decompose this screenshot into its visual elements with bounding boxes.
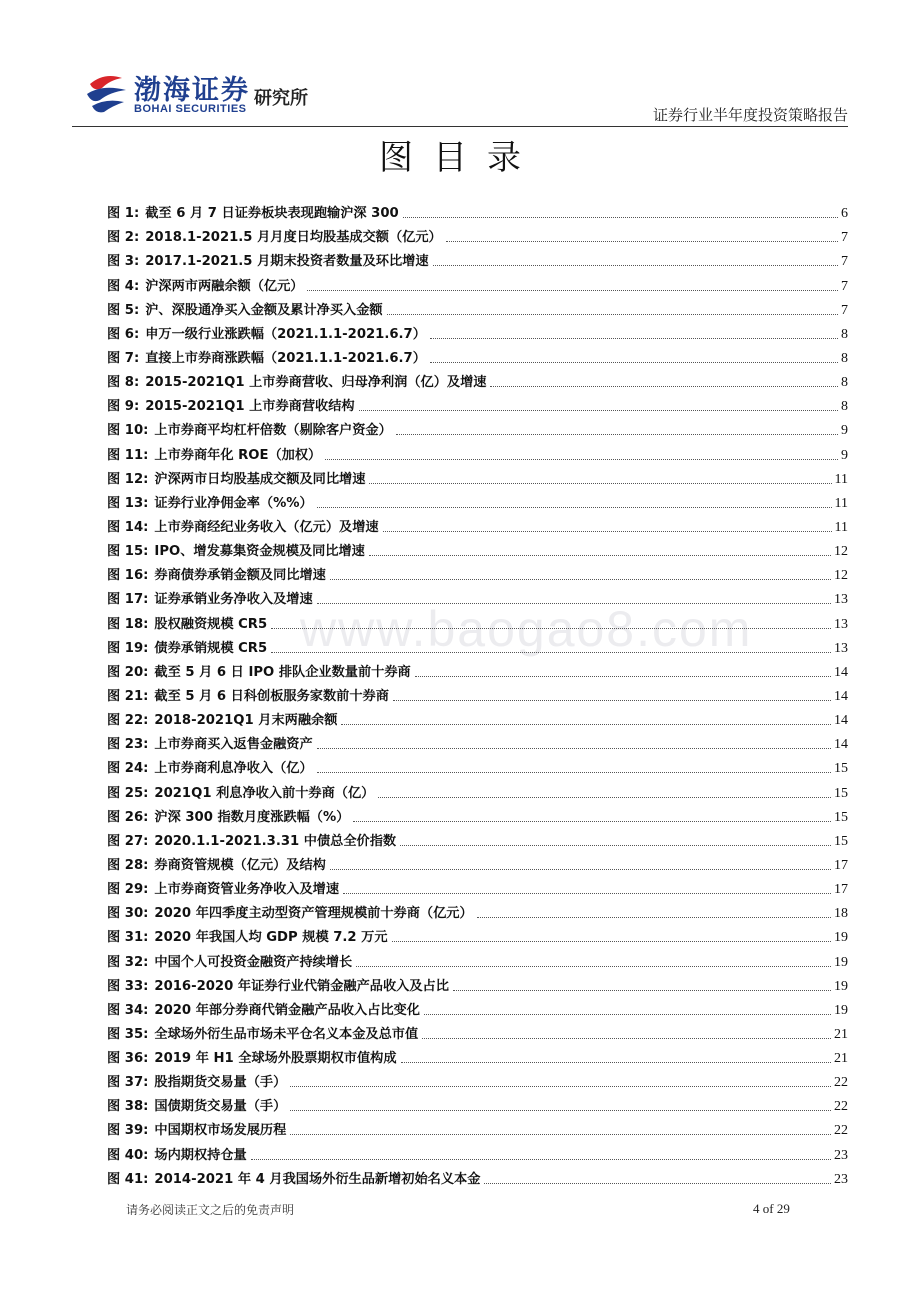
toc-leader-dots	[343, 893, 831, 894]
toc-leader-dots	[387, 314, 838, 315]
toc-leader-dots	[383, 531, 832, 532]
toc-figure-title: 沪、深股通净买入金额及累计净买入金额	[145, 302, 383, 318]
toc-entry[interactable]	[107, 946, 848, 970]
toc-leader-dots	[307, 290, 838, 291]
toc-page-number: 17	[834, 857, 848, 873]
toc-leader-dots	[477, 917, 831, 918]
toc-figure-title: 场内期权持仓量	[154, 1147, 247, 1163]
toc-figure-number: 图 17:	[107, 592, 149, 608]
page-number: 4 of 29	[753, 1201, 790, 1216]
toc-entry[interactable]	[107, 898, 848, 922]
figure-index-list	[107, 198, 848, 1188]
toc-figure-title: 2015-2021Q1 上市券商营收结构	[145, 399, 355, 415]
toc-leader-dots	[271, 652, 831, 653]
toc-entry[interactable]	[107, 1115, 848, 1139]
toc-leader-dots	[341, 724, 831, 725]
toc-figure-number: 图 39:	[107, 1123, 149, 1139]
toc-entry[interactable]	[107, 295, 848, 319]
toc-entry[interactable]	[107, 270, 848, 294]
toc-leader-dots	[422, 1038, 831, 1039]
watermark: www.baogao8.com	[300, 601, 753, 657]
toc-figure-title: 2020.1.1-2021.3.31 中债总全价指数	[154, 833, 397, 849]
toc-figure-number: 图 32:	[107, 954, 149, 970]
toc-entry[interactable]	[107, 222, 848, 246]
toc-figure-number: 图 21:	[107, 688, 149, 704]
toc-page-number: 22	[834, 1099, 848, 1115]
toc-entry[interactable]	[107, 802, 848, 826]
toc-leader-dots	[330, 869, 831, 870]
toc-entry[interactable]	[107, 874, 848, 898]
toc-figure-title: 申万一级行业涨跌幅（2021.1.1-2021.6.7）	[145, 326, 426, 342]
toc-entry[interactable]	[107, 246, 848, 270]
toc-page-number: 12	[834, 544, 848, 560]
toc-entry[interactable]	[107, 391, 848, 415]
toc-figure-number: 图 34:	[107, 1002, 149, 1018]
toc-leader-dots	[290, 1134, 831, 1135]
toc-entry[interactable]	[107, 1091, 848, 1115]
toc-leader-dots	[317, 603, 831, 604]
toc-figure-title: 截至 5 月 6 日科创板服务家数前十券商	[154, 688, 389, 704]
brand-name-en: BOHAI SECURITIES	[134, 103, 247, 115]
toc-figure-number: 图 19:	[107, 640, 149, 656]
toc-entry[interactable]	[107, 464, 848, 488]
toc-figure-title: 直接上市券商涨跌幅（2021.1.1-2021.6.7）	[145, 350, 426, 366]
toc-figure-number: 图 18:	[107, 616, 149, 632]
toc-leader-dots	[317, 772, 831, 773]
toc-figure-title: 沪深 300 指数月度涨跌幅（%）	[154, 809, 350, 825]
toc-page-number: 9	[841, 447, 848, 463]
toc-page-number: 15	[834, 809, 848, 825]
toc-figure-title: 2020 年四季度主动型资产管理规模前十券商（亿元）	[154, 906, 473, 922]
toc-page-number: 14	[834, 737, 848, 753]
toc-figure-number: 图 9:	[107, 399, 140, 415]
toc-figure-number: 图 33:	[107, 978, 149, 994]
toc-entry[interactable]	[107, 608, 848, 632]
toc-leader-dots	[369, 555, 831, 556]
toc-entry[interactable]	[107, 922, 848, 946]
toc-page-number: 7	[841, 278, 848, 294]
toc-entry[interactable]	[107, 367, 848, 391]
toc-entry[interactable]	[107, 681, 848, 705]
toc-leader-dots	[430, 338, 838, 339]
toc-figure-number: 图 1:	[107, 206, 140, 222]
toc-figure-title: 2020 年部分券商代销金融产品收入占比变化	[154, 1002, 420, 1018]
toc-leader-dots	[490, 386, 838, 387]
toc-leader-dots	[290, 1086, 831, 1087]
toc-figure-number: 图 41:	[107, 1171, 149, 1187]
toc-figure-number: 图 28:	[107, 857, 149, 873]
toc-figure-title: 2020 年我国人均 GDP 规模 7.2 万元	[154, 930, 388, 946]
toc-entry[interactable]	[107, 1067, 848, 1091]
toc-entry[interactable]	[107, 995, 848, 1019]
toc-page-number: 8	[841, 350, 848, 366]
disclaimer-note: 请务必阅读正文之后的免责声明	[126, 1203, 295, 1217]
toc-figure-number: 图 6:	[107, 326, 140, 342]
toc-figure-number: 图 11:	[107, 447, 149, 463]
toc-entry[interactable]	[107, 415, 848, 439]
toc-figure-number: 图 10:	[107, 423, 149, 439]
toc-figure-title: 上市券商买入返售金融资产	[154, 737, 313, 753]
toc-leader-dots	[446, 241, 838, 242]
toc-page-number: 15	[834, 833, 848, 849]
toc-page-number: 11	[834, 495, 848, 511]
toc-leader-dots	[392, 941, 831, 942]
toc-page-number: 13	[834, 616, 848, 632]
toc-figure-title: 上市券商资管业务净收入及增速	[154, 882, 340, 898]
toc-page-number: 8	[841, 326, 848, 342]
toc-figure-title: 券商资管规模（亿元）及结构	[154, 857, 326, 873]
toc-page-number: 14	[834, 713, 848, 729]
toc-entry[interactable]	[107, 633, 848, 657]
toc-page-number: 13	[834, 640, 848, 656]
toc-figure-number: 图 2:	[107, 230, 140, 246]
toc-entry[interactable]	[107, 971, 848, 995]
toc-figure-title: 全球场外衍生品市场未平仓名义本金及总市值	[154, 1026, 419, 1042]
toc-entry[interactable]	[107, 319, 848, 343]
toc-figure-title: IPO、增发募集资金规模及同比增速	[154, 544, 365, 560]
toc-leader-dots	[290, 1110, 831, 1111]
toc-figure-number: 图 13:	[107, 495, 149, 511]
toc-page-number: 19	[834, 978, 848, 994]
toc-leader-dots	[271, 628, 831, 629]
brand-name-cn: 渤海证券	[134, 75, 250, 106]
bohai-logo-icon	[84, 70, 130, 116]
toc-page-number: 17	[834, 882, 848, 898]
toc-entry[interactable]	[107, 850, 848, 874]
toc-page-number: 11	[834, 471, 848, 487]
toc-page-number: 22	[834, 1075, 848, 1091]
toc-leader-dots	[403, 217, 838, 218]
toc-figure-title: 中国个人可投资金融资产持续增长	[154, 954, 353, 970]
toc-leader-dots	[353, 821, 831, 822]
toc-entry[interactable]	[107, 729, 848, 753]
toc-page-number: 23	[834, 1171, 848, 1187]
toc-entry[interactable]	[107, 560, 848, 584]
toc-page-number: 9	[841, 423, 848, 439]
toc-figure-number: 图 7:	[107, 350, 140, 366]
header-divider	[72, 126, 848, 127]
toc-page-number: 19	[834, 930, 848, 946]
toc-leader-dots	[424, 1014, 831, 1015]
toc-figure-title: 中国期权市场发展历程	[154, 1123, 287, 1139]
toc-figure-number: 图 36:	[107, 1051, 149, 1067]
toc-figure-number: 图 37:	[107, 1075, 149, 1091]
toc-figure-number: 图 23:	[107, 737, 149, 753]
toc-figure-title: 截至 5 月 6 日 IPO 排队企业数量前十券商	[154, 664, 411, 680]
toc-figure-title: 2021Q1 利息净收入前十券商（亿）	[154, 785, 375, 801]
toc-figure-title: 股权融资规模 CR5	[154, 616, 268, 632]
toc-entry[interactable]	[107, 1139, 848, 1163]
toc-page-number: 15	[834, 785, 848, 801]
toc-figure-title: 2016-2020 年证券行业代销金融产品收入及占比	[154, 978, 449, 994]
toc-figure-number: 图 38:	[107, 1099, 149, 1115]
toc-entry[interactable]	[107, 343, 848, 367]
toc-page-number: 8	[841, 399, 848, 415]
toc-entry[interactable]	[107, 584, 848, 608]
toc-figure-number: 图 29:	[107, 882, 149, 898]
toc-figure-number: 图 5:	[107, 302, 140, 318]
toc-figure-title: 截至 6 月 7 日证券板块表现跑输沪深 300	[145, 206, 399, 222]
toc-figure-title: 国债期货交易量（手）	[154, 1099, 287, 1115]
toc-entry[interactable]	[107, 439, 848, 463]
toc-figure-title: 证券行业净佣金率（%%）	[154, 495, 313, 511]
toc-entry[interactable]	[107, 1019, 848, 1043]
toc-figure-number: 图 26:	[107, 809, 149, 825]
toc-page-number: 23	[834, 1147, 848, 1163]
toc-figure-number: 图 8:	[107, 375, 140, 391]
toc-page-number: 22	[834, 1123, 848, 1139]
toc-figure-number: 图 16:	[107, 568, 149, 584]
toc-figure-title: 上市券商年化 ROE（加权）	[154, 447, 322, 463]
toc-figure-title: 沪深两市两融余额（亿元）	[145, 278, 304, 294]
toc-page-number: 19	[834, 1002, 848, 1018]
institute-label: 研究所	[254, 88, 308, 109]
toc-figure-number: 图 3:	[107, 254, 140, 270]
toc-leader-dots	[251, 1159, 831, 1160]
report-type: 证券行业半年度投资策略报告	[652, 106, 848, 124]
toc-page-number: 13	[834, 592, 848, 608]
toc-leader-dots	[400, 845, 831, 846]
toc-figure-title: 2015-2021Q1 上市券商营收、归母净利润（亿）及增速	[145, 375, 487, 391]
toc-leader-dots	[396, 434, 838, 435]
toc-leader-dots	[325, 459, 838, 460]
toc-page-number: 19	[834, 954, 848, 970]
toc-page-number: 7	[841, 254, 848, 270]
toc-figure-title: 股指期货交易量（手）	[154, 1075, 287, 1091]
toc-page-number: 6	[841, 206, 848, 222]
toc-figure-title: 2018-2021Q1 月末两融余额	[154, 713, 338, 729]
toc-figure-number: 图 25:	[107, 785, 149, 801]
toc-figure-number: 图 14:	[107, 519, 149, 535]
toc-entry[interactable]	[107, 536, 848, 560]
toc-figure-number: 图 31:	[107, 930, 149, 946]
toc-page-number: 14	[834, 688, 848, 704]
toc-figure-title: 债券承销规模 CR5	[154, 640, 268, 656]
page-title: 图目录	[379, 138, 541, 178]
toc-leader-dots	[401, 1062, 831, 1063]
toc-leader-dots	[330, 579, 831, 580]
toc-entry[interactable]	[107, 777, 848, 801]
toc-leader-dots	[356, 966, 831, 967]
toc-figure-number: 图 27:	[107, 833, 149, 849]
toc-entry[interactable]	[107, 198, 848, 222]
toc-figure-number: 图 15:	[107, 544, 149, 560]
toc-page-number: 18	[834, 906, 848, 922]
toc-figure-title: 2017.1-2021.5 月期末投资者数量及环比增速	[145, 254, 429, 270]
toc-figure-title: 2014-2021 年 4 月我国场外衍生品新增初始名义本金	[154, 1171, 481, 1187]
toc-leader-dots	[369, 483, 831, 484]
toc-page-number: 11	[834, 519, 848, 535]
toc-figure-title: 沪深两市日均股基成交额及同比增速	[154, 471, 366, 487]
toc-figure-number: 图 20:	[107, 664, 149, 680]
toc-page-number: 21	[834, 1026, 848, 1042]
toc-page-number: 21	[834, 1051, 848, 1067]
toc-figure-number: 图 12:	[107, 471, 149, 487]
toc-entry[interactable]	[107, 488, 848, 512]
toc-leader-dots	[430, 362, 838, 363]
toc-leader-dots	[393, 700, 831, 701]
toc-figure-number: 图 24:	[107, 761, 149, 777]
toc-entry[interactable]	[107, 512, 848, 536]
page-header	[84, 66, 848, 126]
toc-page-number: 7	[841, 230, 848, 246]
toc-page-number: 14	[834, 664, 848, 680]
toc-figure-title: 证券承销业务净收入及增速	[154, 592, 313, 608]
toc-figure-title: 2019 年 H1 全球场外股票期权市值构成	[154, 1051, 397, 1067]
toc-figure-title: 2018.1-2021.5 月月度日均股基成交额（亿元）	[145, 230, 442, 246]
toc-entry[interactable]	[107, 705, 848, 729]
toc-page-number: 15	[834, 761, 848, 777]
toc-page-number: 7	[841, 302, 848, 318]
toc-entry[interactable]	[107, 753, 848, 777]
toc-entry[interactable]	[107, 657, 848, 681]
toc-figure-title: 上市券商经纪业务收入（亿元）及增速	[154, 519, 379, 535]
toc-leader-dots	[317, 507, 832, 508]
toc-figure-number: 图 40:	[107, 1147, 149, 1163]
toc-entry[interactable]	[107, 826, 848, 850]
toc-figure-title: 券商债券承销金额及同比增速	[154, 568, 326, 584]
toc-entry[interactable]	[107, 1043, 848, 1067]
toc-page-number: 8	[841, 375, 848, 391]
toc-leader-dots	[433, 265, 838, 266]
toc-leader-dots	[359, 410, 838, 411]
toc-figure-number: 图 35:	[107, 1026, 149, 1042]
toc-figure-title: 上市券商平均杠杆倍数（剔除客户资金）	[154, 423, 392, 439]
toc-leader-dots	[453, 990, 831, 991]
toc-figure-title: 上市券商利息净收入（亿）	[154, 761, 313, 777]
toc-leader-dots	[378, 797, 831, 798]
toc-figure-number: 图 4:	[107, 278, 140, 294]
toc-page-number: 12	[834, 568, 848, 584]
toc-figure-number: 图 22:	[107, 713, 149, 729]
toc-figure-number: 图 30:	[107, 906, 149, 922]
toc-leader-dots	[317, 748, 831, 749]
toc-leader-dots	[415, 676, 831, 677]
toc-entry[interactable]	[107, 1164, 848, 1188]
toc-leader-dots	[484, 1183, 831, 1184]
